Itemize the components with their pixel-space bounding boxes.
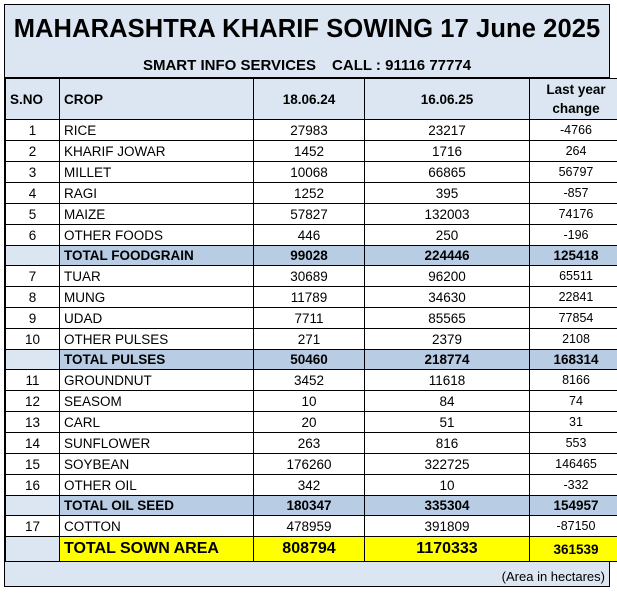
year-2-cell: 85565 (365, 308, 530, 329)
year-2-cell: 1716 (365, 141, 530, 162)
area-footnote: (Area in hectares) (501, 569, 605, 584)
header-change-line2: change (552, 101, 600, 116)
change-cell: 553 (530, 433, 617, 454)
call-number: CALL : 91116 77774 (332, 57, 472, 74)
change-cell: 77854 (530, 308, 617, 329)
table-row (6, 266, 617, 287)
year-1-cell: 11789 (254, 287, 365, 308)
change-cell: 22841 (530, 287, 617, 308)
report-title: MAHARASHTRA KHARIF SOWING 17 June 2025 (13, 15, 601, 43)
sno-cell: 12 (6, 391, 60, 412)
year-1-cell: 7711 (254, 308, 365, 329)
year-1-cell: 176260 (254, 454, 365, 475)
crop-cell: MUNG (60, 287, 254, 308)
table-header-row (6, 79, 617, 120)
change-cell: 65511 (530, 266, 617, 287)
subtotal-row (6, 496, 617, 516)
change-cell: 146465 (530, 454, 617, 475)
change-cell: -196 (530, 225, 617, 246)
crop-cell: TOTAL SOWN AREA (60, 537, 254, 562)
sno-cell: 4 (6, 183, 60, 204)
table-row (6, 225, 617, 246)
year-1-cell: 3452 (254, 370, 365, 391)
table-row (6, 120, 617, 141)
table-row (6, 204, 617, 225)
year-2-cell: 816 (365, 433, 530, 454)
crop-cell: TOTAL PULSES (60, 350, 254, 370)
table-row (6, 141, 617, 162)
header-crop: CROP (60, 79, 254, 120)
year-2-cell: 84 (365, 391, 530, 412)
sno-cell: 10 (6, 329, 60, 350)
year-1-cell: 1252 (254, 183, 365, 204)
sno-cell: 13 (6, 412, 60, 433)
sno-cell (6, 350, 60, 370)
year-1-cell: 57827 (254, 204, 365, 225)
change-cell: 154957 (530, 496, 617, 516)
year-1-cell: 10068 (254, 162, 365, 183)
header-year-2: 16.06.25 (365, 79, 530, 120)
change-cell: 361539 (530, 537, 617, 562)
table-row (6, 183, 617, 204)
change-cell: 2108 (530, 329, 617, 350)
year-1-cell: 263 (254, 433, 365, 454)
sno-cell: 14 (6, 433, 60, 454)
change-cell: 168314 (530, 350, 617, 370)
table-row (6, 329, 617, 350)
table-row (6, 475, 617, 496)
table-row (6, 433, 617, 454)
header-sno: S.NO (6, 79, 60, 120)
report-subtitle (5, 49, 609, 74)
change-cell: 264 (530, 141, 617, 162)
change-cell: -332 (530, 475, 617, 496)
sno-cell: 1 (6, 120, 60, 141)
year-2-cell: 335304 (365, 496, 530, 516)
sno-cell: 8 (6, 287, 60, 308)
table-row (6, 412, 617, 433)
sno-cell (6, 246, 60, 266)
crop-cell: RICE (60, 120, 254, 141)
crop-cell: SOYBEAN (60, 454, 254, 475)
year-2-cell: 51 (365, 412, 530, 433)
change-cell: 74176 (530, 204, 617, 225)
table-row (6, 391, 617, 412)
crop-cell: UDAD (60, 308, 254, 329)
sno-cell: 15 (6, 454, 60, 475)
crop-cell: MAIZE (60, 204, 254, 225)
sno-cell (6, 537, 60, 562)
header-year-1: 18.06.24 (254, 79, 365, 120)
year-1-cell: 342 (254, 475, 365, 496)
crop-cell: TUAR (60, 266, 254, 287)
sno-cell: 11 (6, 370, 60, 391)
crop-cell: TOTAL FOODGRAIN (60, 246, 254, 266)
crop-cell: COTTON (60, 516, 254, 537)
year-1-cell: 478959 (254, 516, 365, 537)
year-1-cell: 808794 (254, 537, 365, 562)
sno-cell: 2 (6, 141, 60, 162)
crop-cell: SEASOM (60, 391, 254, 412)
year-2-cell: 34630 (365, 287, 530, 308)
subtotal-row (6, 246, 617, 266)
sno-cell: 16 (6, 475, 60, 496)
year-2-cell: 395 (365, 183, 530, 204)
sowing-table (5, 78, 617, 562)
sno-cell: 6 (6, 225, 60, 246)
change-cell: -857 (530, 183, 617, 204)
crop-cell: MILLET (60, 162, 254, 183)
sno-cell: 5 (6, 204, 60, 225)
table-row (6, 308, 617, 329)
change-cell: 125418 (530, 246, 617, 266)
sno-cell: 3 (6, 162, 60, 183)
crop-cell: KHARIF JOWAR (60, 141, 254, 162)
sno-cell: 7 (6, 266, 60, 287)
year-1-cell: 99028 (254, 246, 365, 266)
change-cell: 8166 (530, 370, 617, 391)
table-row (6, 287, 617, 308)
title-block (5, 5, 609, 78)
year-1-cell: 271 (254, 329, 365, 350)
year-1-cell: 50460 (254, 350, 365, 370)
year-2-cell: 96200 (365, 266, 530, 287)
year-2-cell: 132003 (365, 204, 530, 225)
year-2-cell: 1170333 (365, 537, 530, 562)
change-cell: -87150 (530, 516, 617, 537)
year-2-cell: 66865 (365, 162, 530, 183)
sowing-report-sheet (4, 4, 610, 587)
change-cell: 31 (530, 412, 617, 433)
subtotal-row (6, 350, 617, 370)
table-row (6, 454, 617, 475)
year-1-cell: 20 (254, 412, 365, 433)
year-2-cell: 23217 (365, 120, 530, 141)
year-2-cell: 224446 (365, 246, 530, 266)
crop-cell: SUNFLOWER (60, 433, 254, 454)
year-2-cell: 391809 (365, 516, 530, 537)
crop-cell: OTHER OIL (60, 475, 254, 496)
crop-cell: CARL (60, 412, 254, 433)
table-row (6, 370, 617, 391)
sno-cell (6, 496, 60, 516)
header-change-line1: Last year (546, 82, 606, 97)
org-name: SMART INFO SERVICES (142, 57, 317, 74)
year-2-cell: 322725 (365, 454, 530, 475)
change-cell: 56797 (530, 162, 617, 183)
year-2-cell: 218774 (365, 350, 530, 370)
year-2-cell: 250 (365, 225, 530, 246)
crop-cell: RAGI (60, 183, 254, 204)
year-1-cell: 180347 (254, 496, 365, 516)
sno-cell: 17 (6, 516, 60, 537)
crop-cell: OTHER PULSES (60, 329, 254, 350)
year-2-cell: 11618 (365, 370, 530, 391)
table-row (6, 516, 617, 537)
crop-cell: GROUNDNUT (60, 370, 254, 391)
crop-cell: OTHER FOODS (60, 225, 254, 246)
year-1-cell: 30689 (254, 266, 365, 287)
year-1-cell: 27983 (254, 120, 365, 141)
sno-cell: 9 (6, 308, 60, 329)
change-cell: -4766 (530, 120, 617, 141)
header-change (530, 79, 617, 120)
year-1-cell: 446 (254, 225, 365, 246)
change-cell: 74 (530, 391, 617, 412)
year-2-cell: 10 (365, 475, 530, 496)
total-row (6, 537, 617, 562)
table-row (6, 162, 617, 183)
year-1-cell: 10 (254, 391, 365, 412)
year-1-cell: 1452 (254, 141, 365, 162)
crop-cell: TOTAL OIL SEED (60, 496, 254, 516)
year-2-cell: 2379 (365, 329, 530, 350)
